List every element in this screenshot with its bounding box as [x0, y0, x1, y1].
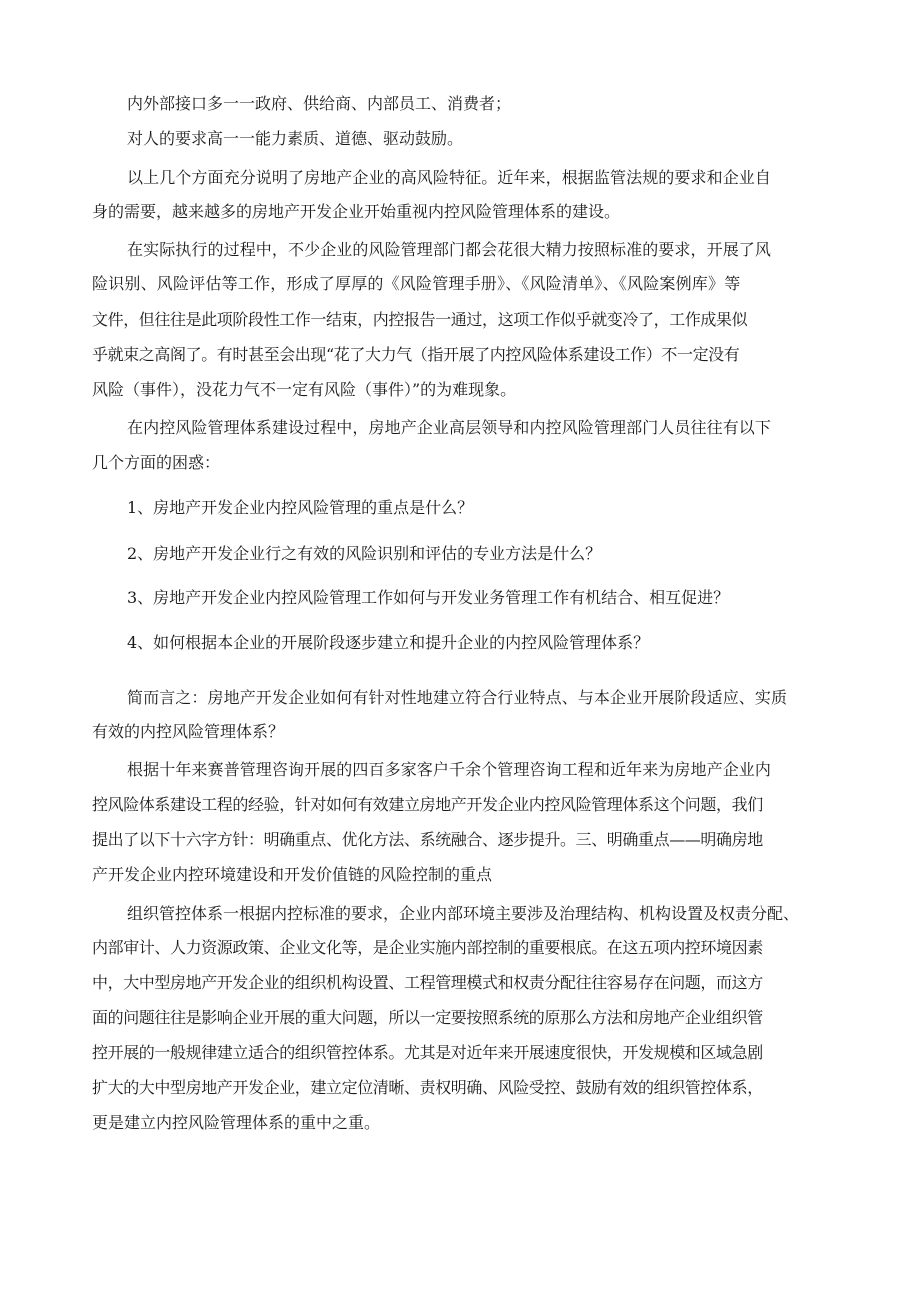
text-line: 以上几个方面充分说明了房地产企业的高风险特征。近年来，根据监管法规的要求和企业自	[127, 168, 772, 187]
text-line: 组织管控体系一根据内控标准的要求，企业内部环境主要涉及治理结构、机构设置及权责分配、	[127, 904, 800, 923]
text-line: 中，大中型房地产开发企业的组织机构设置、工程管理模式和权责分配往往容易存在问题，而这方	[92, 973, 763, 992]
text-line: 更是建立内控风险管理体系的重中之重。	[92, 1113, 381, 1132]
list-item: 4、如何根据本企业的开展阶段逐步建立和提升企业的内控风险管理体系？	[127, 633, 650, 652]
text-line: 内外部接口多一一政府、供给商、内部员工、消费者；	[127, 94, 512, 113]
text-line: 在实际执行的过程中，不少企业的风险管理部门都会花很大精力按照标准的要求，开展了风	[127, 240, 772, 259]
text-line: 风险（事件），没花力气不一定有风险（事件）”的为难现象。	[92, 380, 517, 399]
text-line: 乎就束之高阁了。有时甚至会出现“花了大力气（指开展了内控风险体系建设工作）不一定没有	[92, 345, 740, 364]
text-line: 根据十年来赛普管理咨询开展的四百多家客户千余个管理咨询工程和近年来为房地产企业内	[127, 760, 772, 779]
text-line: 控开展的一般规律建立适合的组织管控体系。尤其是对近年来开展速度很快，开发规模和区域急剧	[92, 1043, 763, 1062]
text-line: 对人的要求高一一能力素质、道德、驱动鼓励。	[127, 129, 464, 148]
text-line: 控风险体系建设工程的经验，针对如何有效建立房地产开发企业内控风险管理体系这个问题，我们	[92, 795, 763, 814]
text-line: 几个方面的困惑：	[92, 453, 221, 472]
text-line: 简而言之：房地产开发企业如何有针对性地建立符合行业特点、与本企业开展阶段适应、实质	[127, 688, 788, 707]
list-item: 2、房地产开发企业行之有效的风险识别和评估的专业方法是什么？	[127, 544, 602, 563]
text-line: 在内控风险管理体系建设过程中，房地产企业高层领导和内控风险管理部门人员往往有以下	[127, 418, 772, 437]
text-line: 提出了以下十六字方针：明确重点、优化方法、系统融合、逐步提升。三、明确重点——明确房地	[92, 830, 763, 849]
text-line: 内部审计、人力资源政策、企业文化等，是企业实施内部控制的重要根底。在这五项内控环境因素	[92, 938, 763, 957]
text-line: 有效的内控风险管理体系？	[92, 722, 285, 741]
text-line: 产开发企业内控环境建设和开发价值链的风险控制的重点	[92, 865, 493, 884]
text-line: 文件，但往往是此项阶段性工作一结束，内控报告一通过，这项工作似乎就变冷了，工作成果似	[92, 310, 748, 329]
text-line: 扩大的大中型房地产开发企业，建立定位清晰、责权明确、风险受控、鼓励有效的组织管控体系，	[92, 1078, 763, 1097]
list-item: 1、房地产开发企业内控风险管理的重点是什么？	[127, 498, 474, 517]
text-line: 面的问题往往是影响企业开展的重大问题，所以一定要按照系统的原那么方法和房地产企业组织管	[92, 1008, 763, 1027]
text-line: 身的需要，越来越多的房地产开发企业开始重视内控风险管理体系的建设。	[92, 202, 621, 221]
list-item: 3、房地产开发企业内控风险管理工作如何与开发业务管理工作有机结合、相互促进？	[127, 588, 730, 607]
text-line: 险识别、风险评估等工作，形成了厚厚的《风险管理手册》、《风险清单》、《风险案例库》等	[92, 274, 741, 293]
